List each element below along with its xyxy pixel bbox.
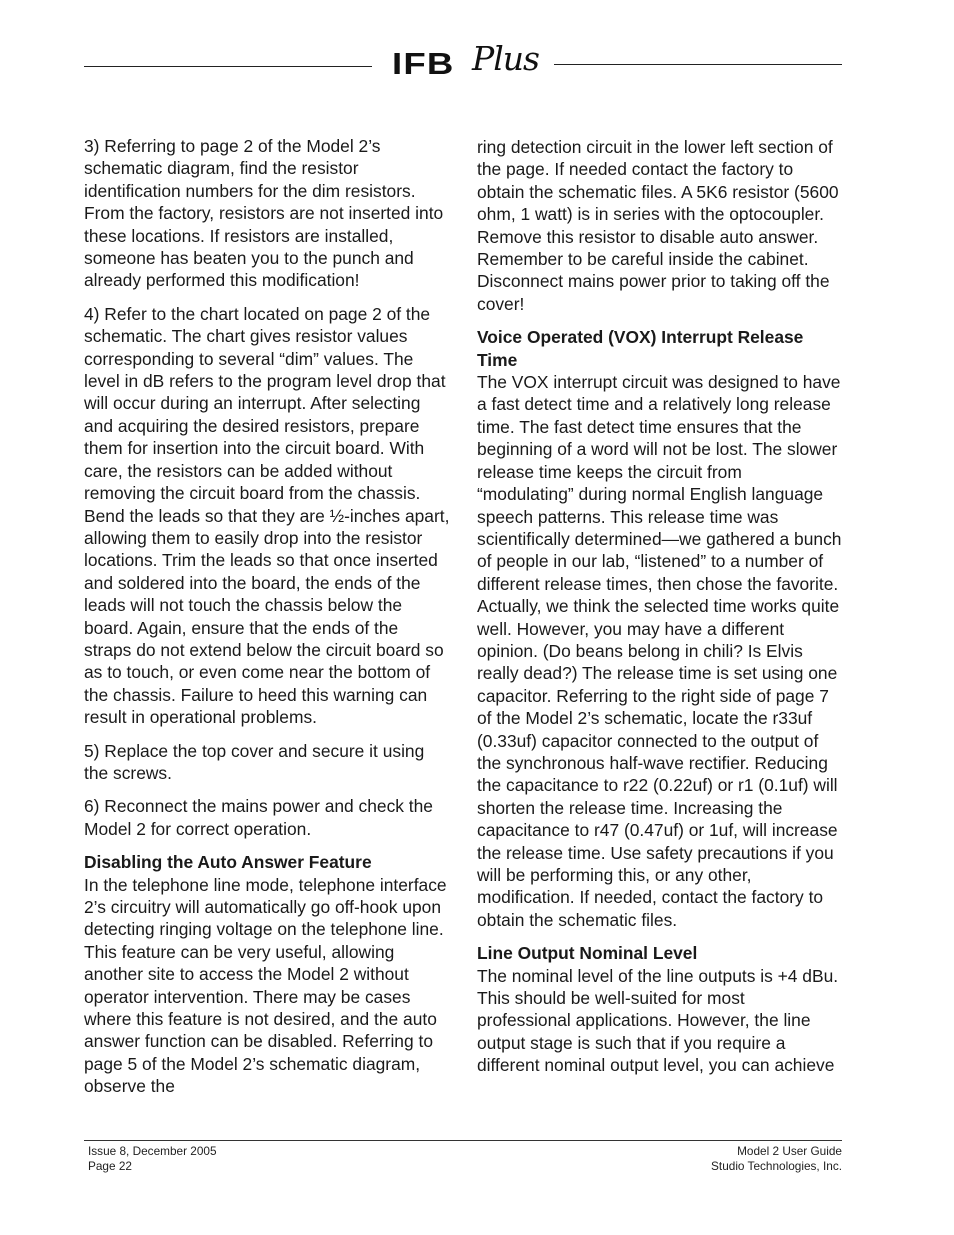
auto-answer-continued-paragraph: ring detection circuit in the lower left section of the page. If needed contact the factory to obtain the schematic files. A 5K6 resistor (5600 ohm, 1 watt) is in series with the optocoupler. Remove this resistor to disable auto answer. Remember to be careful inside the cabinet. Disconnect mains power prior to taking off the cover! [477,137,839,314]
step-5-paragraph: 5) Replace the top cover and secure it using the screws. [84,740,425,783]
footer-rule [84,1140,842,1141]
footer-guide-title: Model 2 User Guide [737,1144,842,1158]
header-rule-right [554,64,842,65]
heading-line-output: Line Output Nominal Level [477,943,698,964]
footer-company: Studio Technologies, Inc. [711,1159,842,1173]
footer-issue: Issue 8, December 2005 [88,1144,217,1158]
right-column [477,136,843,1088]
heading-auto-answer: Disabling the Auto Answer Feature [84,852,372,873]
ifb-plus-logo [392,39,542,90]
left-column [84,135,450,1109]
step-4-paragraph: 4) Refer to the chart located on page 2 of the schematic. The chart gives resistor values corresponding to several “dim” values. The level in dB refers to the program level drop that will occur during an interrupt. After selecting and acquiring the desired resistors, prepare them for insertion into the circuit board. With care, the resistors can be added without removing the circuit board from the chassis. Bend the leads so that they are ½-inches apart, allowing them to easily drop into the resistor locations. Trim the leads so that once inserted and soldered into the board, the ends of the leads will not touch the chassis below the board. Again, ensure that the ends of the straps do not extend below the circuit board so as to touch, or even come near the bottom of the chassis. Failure to heed this warning can result in operational problems. [84,303,450,728]
header-rule-left [84,66,372,67]
auto-answer-paragraph: In the telephone line mode, telephone interface 2’s circuitry will automatically go off-hook upon detecting ringing voltage on the telephone line. This feature can be very useful, allowing another site to access the Model 2 without operator intervention. There may be cases where this feature is not desired, and the auto answer function can be disabled. Referring to page 5 of the Model 2’s schematic diagram, observe the [84,874,447,1097]
step-6-paragraph: 6) Reconnect the mains power and check the Model 2 for correct operation. [84,796,433,839]
footer-page-number: Page 22 [88,1159,132,1173]
logo-ifb-text: IFB [392,46,455,81]
step-3-paragraph: 3) Referring to page 2 of the Model 2’s schematic diagram, find the resistor identification numbers for the dim resistors. From the factory, resistors are not inserted into these locations. If resistors are installed, someone has beaten you to the punch and already performed this modification! [84,136,444,291]
footer-right [711,1144,842,1174]
line-output-paragraph: The nominal level of the line outputs is +4 dBu. This should be well-suited for most professional applications. However, the line output stage is such that if you require a different nominal output level, you can achieve [477,965,839,1076]
vox-release-paragraph: The VOX interrupt circuit was designed to have a fast detect time and a relatively long release time. The fast detect time ensures that the beginning of a word will not be lost. The slower release time keeps the circuit from “modulating” during normal English language speech patterns. This release time was scientifically determined—we gathered a bunch of people in our lab, “listened” to a number of different release times, then chose the favorite. Actually, we think the selected time works quite well. However, you may have a different opinion. (Do beans belong in chili? Is Elvis really dead?) The release time is set using one capacitor. Referring to the right side of page 7 of the Model 2’s schematic, locate the r33uf (0.33uf) capacitor connected to the output of the synchronous half-wave rectifier. Reducing the capacitance to r22 (0.22uf) or r1 (0.1uf) will shorten the release time. Increasing the capacitance to r47 (0.47uf) or 1uf, will increase the release time. Use safety precautions if you will be performing this, or any other, modification. If needed, contact the factory to obtain the schematic files. [477,372,842,930]
logo-plus-script: Plus [472,39,539,78]
heading-vox-release: Voice Operated (VOX) Interrupt Release Time [477,327,804,370]
footer-left [88,1144,217,1174]
